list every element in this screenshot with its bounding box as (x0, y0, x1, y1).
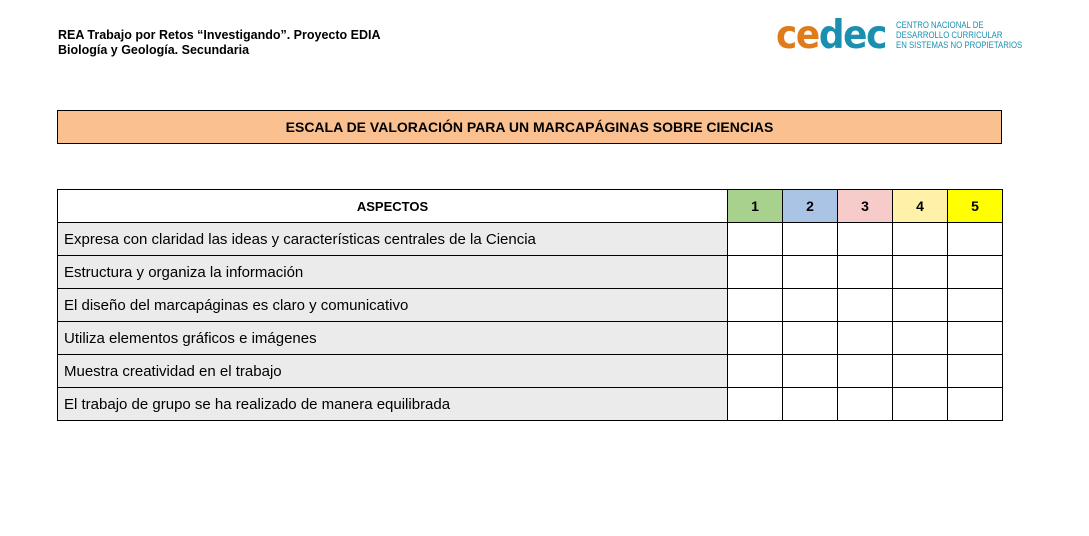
logo-tag-line-1: CENTRO NACIONAL DE (895, 20, 984, 32)
table-header-row (58, 190, 1003, 223)
score-cell[interactable] (893, 256, 948, 289)
table-row (58, 355, 1003, 388)
table-row (58, 322, 1003, 355)
score-header-1: 1 (728, 190, 783, 223)
score-cell[interactable] (948, 256, 1003, 289)
score-cell[interactable] (783, 223, 838, 256)
score-cell[interactable] (893, 223, 948, 256)
score-cell[interactable] (838, 256, 893, 289)
table-row (58, 289, 1003, 322)
logo-tag-line-3: EN SISTEMAS NO PROPIETARIOS (895, 39, 1022, 51)
score-cell[interactable] (893, 355, 948, 388)
score-cell[interactable] (728, 223, 783, 256)
aspect-label: Utiliza elementos gráficos e imágenes (58, 322, 728, 355)
score-cell[interactable] (893, 289, 948, 322)
score-cell[interactable] (783, 355, 838, 388)
table-row (58, 256, 1003, 289)
logo-wordmark (776, 13, 887, 58)
header-line-1: REA Trabajo por Retos “Investigando”. Proyecto EDIA (58, 28, 381, 42)
document-header (58, 28, 381, 58)
logo-word-dec: dec (818, 13, 887, 58)
aspect-label: El diseño del marcapáginas es claro y comunicativo (58, 289, 728, 322)
score-cell[interactable] (728, 355, 783, 388)
score-cell[interactable] (838, 223, 893, 256)
logo-tag-line-2: DESARROLLO CURRICULAR (895, 30, 1003, 42)
score-cell[interactable] (838, 355, 893, 388)
score-header-2: 2 (783, 190, 838, 223)
score-cell[interactable] (838, 322, 893, 355)
score-cell[interactable] (948, 355, 1003, 388)
logo-word-ce: ce (776, 13, 819, 58)
score-header-3: 3 (838, 190, 893, 223)
score-header-4: 4 (893, 190, 948, 223)
score-cell[interactable] (948, 322, 1003, 355)
score-cell[interactable] (728, 388, 783, 421)
aspect-label: Expresa con claridad las ideas y características centrales de la Ciencia (58, 223, 728, 256)
score-cell[interactable] (728, 256, 783, 289)
score-cell[interactable] (783, 289, 838, 322)
score-cell[interactable] (728, 322, 783, 355)
score-cell[interactable] (948, 289, 1003, 322)
score-cell[interactable] (838, 388, 893, 421)
score-cell[interactable] (893, 388, 948, 421)
score-cell[interactable] (783, 256, 838, 289)
aspect-label: Muestra creatividad en el trabajo (58, 355, 728, 388)
score-cell[interactable] (948, 388, 1003, 421)
aspects-column-header: ASPECTOS (58, 190, 728, 223)
score-cell[interactable] (948, 223, 1003, 256)
score-cell[interactable] (838, 289, 893, 322)
header-line-2: Biología y Geología. Secundaria (58, 43, 250, 57)
table-row (58, 223, 1003, 256)
score-header-5: 5 (948, 190, 1003, 223)
score-cell[interactable] (783, 322, 838, 355)
logo-tagline (896, 21, 1022, 50)
cedec-logo (776, 13, 1050, 58)
aspect-label: El trabajo de grupo se ha realizado de manera equilibrada (58, 388, 728, 421)
rubric-title: ESCALA DE VALORACIÓN PARA UN MARCAPÁGINAS SOBRE CIENCIAS (57, 110, 1002, 144)
aspect-label: Estructura y organiza la información (58, 256, 728, 289)
score-cell[interactable] (893, 322, 948, 355)
rating-scale-table (57, 189, 1003, 421)
table-row (58, 388, 1003, 421)
score-cell[interactable] (728, 289, 783, 322)
score-cell[interactable] (783, 388, 838, 421)
